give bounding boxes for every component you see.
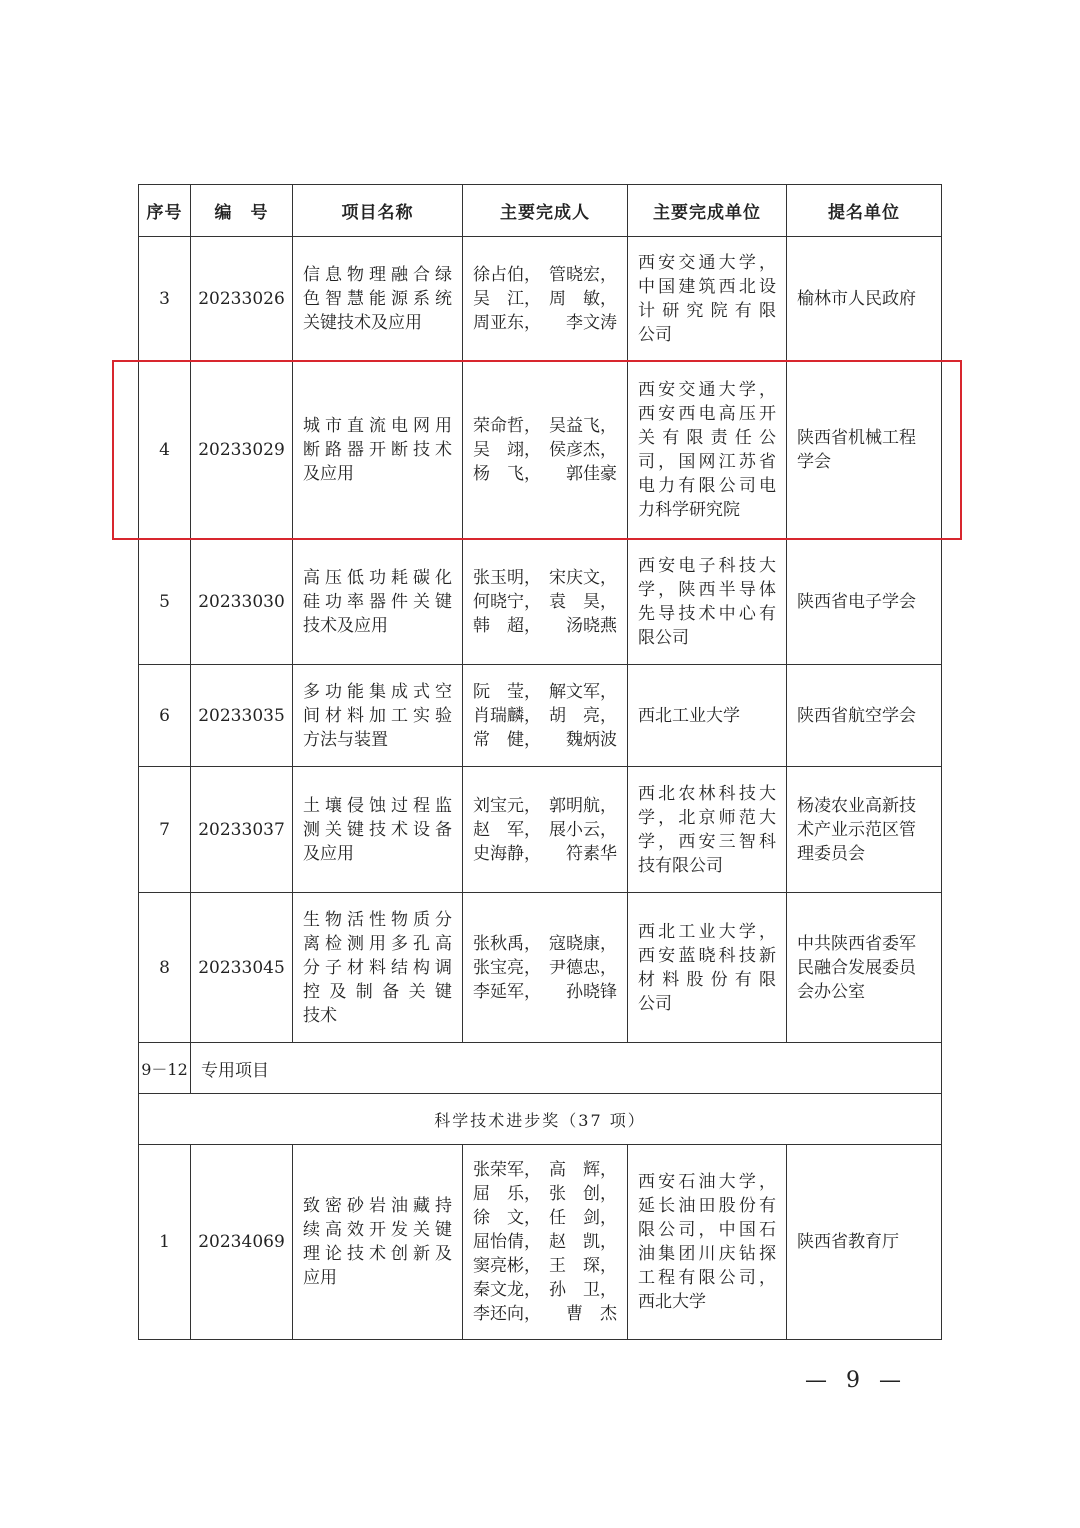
row-seq: 5 bbox=[139, 539, 191, 665]
project-name-line: 色智慧能源系统 bbox=[303, 289, 452, 309]
unit-line: 材料股份有限 bbox=[638, 969, 776, 990]
person-name: 魏炳波 bbox=[566, 729, 617, 750]
person-name: 徐 文， bbox=[473, 1208, 541, 1228]
row-people bbox=[463, 665, 628, 767]
project-name-line: 土壤侵蚀过程监 bbox=[303, 795, 452, 816]
row-nominator bbox=[787, 893, 942, 1043]
header-seq: 序号 bbox=[139, 185, 191, 237]
unit-line: 油集团川庆钻探 bbox=[638, 1244, 776, 1264]
row-units bbox=[628, 1145, 787, 1340]
person-name: 窦亮彬， bbox=[473, 1256, 541, 1276]
project-name-line: 测关键技术设备 bbox=[303, 819, 452, 840]
person-name: 高 辉， bbox=[549, 1160, 617, 1180]
unit-line: 力科学研究院 bbox=[638, 500, 740, 520]
people-line bbox=[473, 311, 617, 335]
person-name: 吴 翊， bbox=[473, 440, 541, 460]
table-row bbox=[139, 237, 942, 362]
person-name: 阮 莹， bbox=[473, 681, 541, 702]
nominator-line: 陕西省航空学会 bbox=[797, 705, 916, 726]
project-name-line: 城市直流电网用 bbox=[303, 416, 452, 436]
unit-line: 技有限公司 bbox=[638, 855, 723, 876]
unit-line: 西安交通大学， bbox=[638, 380, 776, 400]
project-name-line: 控及制备关键 bbox=[303, 981, 452, 1002]
nominator-line: 民融合发展委员 bbox=[797, 957, 916, 978]
row-code: 20233037 bbox=[191, 767, 293, 893]
row-seq: 4 bbox=[139, 362, 191, 539]
person-name: 寇晓康， bbox=[549, 933, 617, 954]
person-name: 赵 军， bbox=[473, 819, 541, 840]
person-name: 解文军， bbox=[549, 681, 617, 702]
project-name-line: 理论技术创新及 bbox=[303, 1244, 452, 1264]
row-code: 20233035 bbox=[191, 665, 293, 767]
person-name: 荣命哲， bbox=[473, 416, 541, 436]
row-project-name bbox=[293, 539, 463, 665]
people-line bbox=[473, 590, 617, 614]
row-code: 20233029 bbox=[191, 362, 293, 539]
row-units bbox=[628, 539, 787, 665]
person-name: 孙晓锋 bbox=[566, 981, 617, 1002]
row-people bbox=[463, 1145, 628, 1340]
project-name-line: 硅功率器件关键 bbox=[303, 591, 452, 612]
project-name-line: 多功能集成式空 bbox=[303, 681, 452, 702]
unit-line: 西安蓝晓科技新 bbox=[638, 945, 776, 966]
table-row bbox=[139, 362, 942, 539]
unit-line: 学，陕西半导体 bbox=[638, 579, 776, 600]
row-seq: 6 bbox=[139, 665, 191, 767]
row-project-name bbox=[293, 665, 463, 767]
project-name-line: 高压低功耗碳化 bbox=[303, 567, 452, 588]
person-name: 吴 江， bbox=[473, 289, 541, 309]
person-name: 何晓宁， bbox=[473, 591, 541, 612]
project-name-line: 分子材料结构调 bbox=[303, 957, 452, 978]
people-line bbox=[473, 956, 617, 980]
person-name: 常 健， bbox=[473, 729, 541, 750]
row-project-name bbox=[293, 893, 463, 1043]
people-line bbox=[473, 842, 617, 866]
row-units bbox=[628, 893, 787, 1043]
special-projects-row bbox=[139, 1043, 942, 1094]
project-name-line: 续高效开发关键 bbox=[303, 1220, 452, 1240]
person-name: 赵 凯， bbox=[549, 1232, 617, 1252]
people-line bbox=[473, 566, 617, 590]
project-name-line: 信息物理融合绿 bbox=[303, 265, 452, 285]
people-line bbox=[473, 614, 617, 638]
row-nominator bbox=[787, 767, 942, 893]
project-name-line: 方法与装置 bbox=[303, 729, 388, 750]
unit-line: 西北工业大学， bbox=[638, 921, 776, 942]
unit-line: 延长油田股份有 bbox=[638, 1196, 776, 1216]
person-name: 肖瑞麟， bbox=[473, 705, 541, 726]
person-name: 孙 卫， bbox=[549, 1280, 617, 1300]
person-name: 胡 亮， bbox=[549, 705, 617, 726]
project-name-line: 间材料加工实验 bbox=[303, 705, 452, 726]
row-nominator bbox=[787, 237, 942, 362]
unit-line: 限公司，中国石 bbox=[638, 1220, 776, 1240]
project-name-line: 及应用 bbox=[303, 843, 354, 864]
unit-line: 公司 bbox=[638, 993, 672, 1014]
unit-line: 电力有限公司电 bbox=[638, 476, 776, 496]
person-name: 郭明航， bbox=[549, 795, 617, 816]
people-line bbox=[473, 704, 617, 728]
awards-table bbox=[138, 184, 942, 1340]
special-label: 专用项目 bbox=[191, 1043, 942, 1094]
unit-line: 西安电子科技大 bbox=[638, 555, 776, 576]
person-name: 徐占伯， bbox=[473, 265, 541, 285]
unit-line: 西安西电高压开 bbox=[638, 404, 776, 424]
unit-line: 计研究院有限 bbox=[638, 301, 776, 321]
unit-line: 中国建筑西北设 bbox=[638, 277, 776, 297]
table-row bbox=[139, 539, 942, 665]
people-line bbox=[473, 1206, 617, 1230]
people-line bbox=[473, 287, 617, 311]
row-project-name bbox=[293, 1145, 463, 1340]
nominator-line: 中共陕西省委军 bbox=[797, 933, 916, 954]
row-nominator bbox=[787, 362, 942, 539]
project-name-line: 及应用 bbox=[303, 464, 354, 484]
nominator-line: 理委员会 bbox=[797, 843, 865, 864]
row-seq: 1 bbox=[139, 1145, 191, 1340]
row-people bbox=[463, 237, 628, 362]
header-nominator: 提名单位 bbox=[787, 185, 942, 237]
row-units bbox=[628, 362, 787, 539]
row-people bbox=[463, 893, 628, 1043]
person-name: 张 创， bbox=[549, 1184, 617, 1204]
people-line bbox=[473, 1182, 617, 1206]
unit-line: 西北工业大学 bbox=[638, 705, 740, 726]
unit-line: 西安石油大学， bbox=[638, 1172, 776, 1192]
row-code: 20233026 bbox=[191, 237, 293, 362]
person-name: 任 剑， bbox=[549, 1208, 617, 1228]
person-name: 曹 杰 bbox=[566, 1304, 617, 1324]
row-seq: 7 bbox=[139, 767, 191, 893]
row-people bbox=[463, 767, 628, 893]
unit-line: 西北大学 bbox=[638, 1292, 706, 1312]
person-name: 王 琛， bbox=[549, 1256, 617, 1276]
person-name: 展小云， bbox=[549, 819, 617, 840]
row-project-name bbox=[293, 237, 463, 362]
table-row bbox=[139, 893, 942, 1043]
nominator-line: 榆林市人民政府 bbox=[797, 289, 916, 309]
person-name: 吴益飞， bbox=[549, 416, 617, 436]
people-line bbox=[473, 794, 617, 818]
row-nominator bbox=[787, 665, 942, 767]
project-name-line: 断路器开断技术 bbox=[303, 440, 452, 460]
header-row bbox=[139, 185, 942, 237]
unit-line: 学，西安三智科 bbox=[638, 831, 776, 852]
person-name: 史海静， bbox=[473, 843, 541, 864]
person-name: 秦文龙， bbox=[473, 1280, 541, 1300]
project-name-line: 技术及应用 bbox=[303, 615, 388, 636]
row-code: 20233030 bbox=[191, 539, 293, 665]
person-name: 宋庆文， bbox=[549, 567, 617, 588]
special-seq: 9－12 bbox=[139, 1043, 191, 1094]
unit-line: 先导技术中心有 bbox=[638, 603, 776, 624]
unit-line: 西北农林科技大 bbox=[638, 783, 776, 804]
person-name: 尹德忠， bbox=[549, 957, 617, 978]
person-name: 刘宝元， bbox=[473, 795, 541, 816]
unit-line: 公司 bbox=[638, 325, 672, 345]
people-line bbox=[473, 263, 617, 287]
table-row bbox=[139, 1145, 942, 1340]
person-name: 周亚东， bbox=[473, 313, 541, 333]
people-line bbox=[473, 680, 617, 704]
section-title: 科学技术进步奖（37 项） bbox=[139, 1094, 942, 1145]
person-name: 张宝亮， bbox=[473, 957, 541, 978]
unit-line: 关有限责任公 bbox=[638, 428, 776, 448]
nominator-line: 术产业示范区管 bbox=[797, 819, 916, 840]
person-name: 汤晓燕 bbox=[566, 615, 617, 636]
person-name: 屈 乐， bbox=[473, 1184, 541, 1204]
person-name: 袁 昊， bbox=[549, 591, 617, 612]
header-code: 编 号 bbox=[191, 185, 293, 237]
unit-line: 限公司 bbox=[638, 627, 689, 648]
unit-line: 司，国网江苏省 bbox=[638, 452, 776, 472]
nominator-line: 会办公室 bbox=[797, 981, 865, 1002]
people-line bbox=[473, 1302, 617, 1326]
nominator-line: 陕西省电子学会 bbox=[797, 591, 916, 612]
row-nominator bbox=[787, 1145, 942, 1340]
person-name: 张秋禹， bbox=[473, 933, 541, 954]
people-line bbox=[473, 932, 617, 956]
people-line bbox=[473, 980, 617, 1004]
project-name-line: 离检测用多孔高 bbox=[303, 933, 452, 954]
row-project-name bbox=[293, 362, 463, 539]
project-name-line: 技术 bbox=[303, 1005, 337, 1026]
people-line bbox=[473, 818, 617, 842]
table-row bbox=[139, 665, 942, 767]
person-name: 符素华 bbox=[566, 843, 617, 864]
project-name-line: 生物活性物质分 bbox=[303, 909, 452, 930]
nominator-line: 学会 bbox=[797, 452, 831, 472]
person-name: 周 敏， bbox=[549, 289, 617, 309]
person-name: 侯彦杰， bbox=[549, 440, 617, 460]
row-nominator bbox=[787, 539, 942, 665]
row-seq: 3 bbox=[139, 237, 191, 362]
person-name: 屈怡倩， bbox=[473, 1232, 541, 1252]
people-line bbox=[473, 462, 617, 486]
unit-line: 工程有限公司， bbox=[638, 1268, 776, 1288]
people-line bbox=[473, 414, 617, 438]
people-line bbox=[473, 1278, 617, 1302]
unit-line: 西安交通大学， bbox=[638, 253, 776, 273]
unit-line: 学，北京师范大 bbox=[638, 807, 776, 828]
person-name: 郭佳豪 bbox=[566, 464, 617, 484]
row-code: 20234069 bbox=[191, 1145, 293, 1340]
row-units bbox=[628, 237, 787, 362]
row-people bbox=[463, 362, 628, 539]
header-main-people: 主要完成人 bbox=[463, 185, 628, 237]
row-project-name bbox=[293, 767, 463, 893]
row-seq: 8 bbox=[139, 893, 191, 1043]
people-line bbox=[473, 1254, 617, 1278]
person-name: 管晓宏， bbox=[549, 265, 617, 285]
people-line bbox=[473, 438, 617, 462]
header-main-units: 主要完成单位 bbox=[628, 185, 787, 237]
row-people bbox=[463, 539, 628, 665]
row-units bbox=[628, 767, 787, 893]
project-name-line: 致密砂岩油藏持 bbox=[303, 1196, 452, 1216]
header-project-name: 项目名称 bbox=[293, 185, 463, 237]
row-units bbox=[628, 665, 787, 767]
project-name-line: 关键技术及应用 bbox=[303, 313, 422, 333]
people-line bbox=[473, 1158, 617, 1182]
person-name: 李还向， bbox=[473, 1304, 541, 1324]
person-name: 张荣军， bbox=[473, 1160, 541, 1180]
people-line bbox=[473, 1230, 617, 1254]
section-row bbox=[139, 1094, 942, 1145]
person-name: 韩 超， bbox=[473, 615, 541, 636]
project-name-line: 应用 bbox=[303, 1268, 337, 1288]
table-row bbox=[139, 767, 942, 893]
person-name: 张玉明， bbox=[473, 567, 541, 588]
person-name: 杨 飞， bbox=[473, 464, 541, 484]
people-line bbox=[473, 728, 617, 752]
page-number: — 9 — bbox=[805, 1368, 907, 1393]
nominator-line: 陕西省教育厅 bbox=[797, 1232, 899, 1252]
person-name: 李文涛 bbox=[566, 313, 617, 333]
person-name: 李延军， bbox=[473, 981, 541, 1002]
nominator-line: 杨凌农业高新技 bbox=[797, 795, 916, 816]
nominator-line: 陕西省机械工程 bbox=[797, 428, 916, 448]
row-code: 20233045 bbox=[191, 893, 293, 1043]
